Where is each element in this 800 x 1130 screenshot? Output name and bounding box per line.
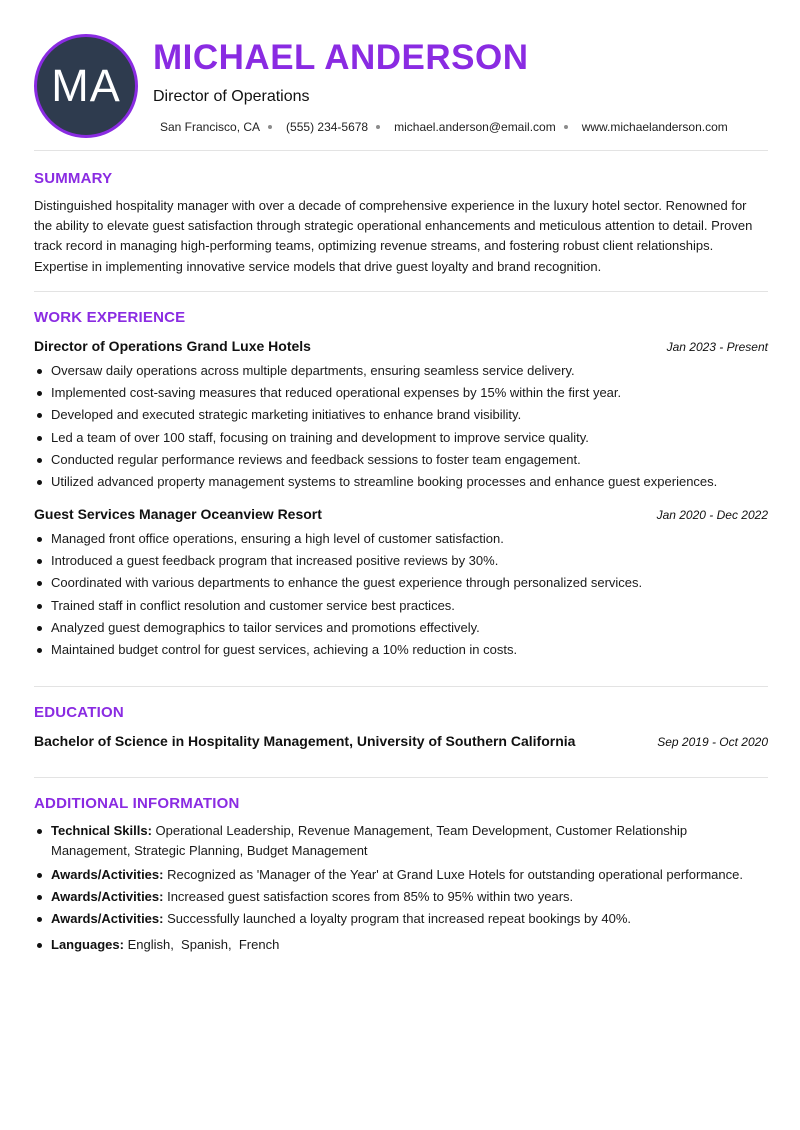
list-item (34, 596, 768, 618)
list-item (34, 472, 768, 494)
section-divider (34, 150, 768, 151)
contact-row (160, 120, 728, 134)
item-label: Technical Skills: (51, 823, 152, 838)
summary-text: Distinguished hospitality manager with over a decade of comprehensive experience in the luxury hotel sector. Renowned for the ability to elevate guest satisfaction through strategic operational enhancements and meticulous attention to detail. Proven track record in managing high-performing teams, optimizing revenue streams, and fostering robust client relationships. Expertise in implementing innovative service models that drive guest loyalty and brand recognition. (34, 198, 753, 274)
bullet-text: Maintained budget control for guest services, achieving a 10% reduction in costs. (51, 641, 518, 657)
separator-dot-icon (376, 125, 380, 129)
bullet-text: Analyzed guest demographics to tailor services and promotions effectively. (51, 619, 480, 635)
list-item (34, 361, 768, 383)
job-bullets (34, 361, 768, 494)
bullet-text: Coordinated with various departments to enhance the guest experience through personalized services. (51, 575, 643, 591)
bullet-text: Conducted regular performance reviews and feedback sessions to foster team engagement. (51, 451, 581, 467)
item-text: Successfully launched a loyalty program that increased repeat bookings by 40%. (163, 911, 632, 926)
item-text: English, Spanish, French (123, 937, 280, 952)
contact-website[interactable]: www.michaelanderson.com (581, 120, 728, 134)
bullet-icon (37, 895, 42, 900)
contact-email[interactable]: michael.anderson@email.com (394, 120, 556, 134)
list-item (34, 887, 768, 907)
bullet-text: Oversaw daily operations across multiple departments, ensuring seamless service delivery. (51, 363, 575, 378)
item-label: Awards/Activities: (51, 911, 164, 926)
separator-dot-icon (268, 125, 272, 129)
separator-dot-icon (564, 125, 568, 129)
bullet-text: Introduced a guest feedback program that increased positive reviews by 30%. (51, 553, 499, 569)
bullet-icon (37, 458, 42, 463)
bullet-icon (37, 413, 42, 418)
list-item (34, 573, 768, 595)
job-date: Jan 2020 - Dec 2022 (656, 508, 768, 522)
bullet-text: Led a team of over 100 staff, focusing on training and development to improve service quality. (51, 429, 589, 445)
list-item (34, 450, 768, 472)
bullet-icon (37, 917, 42, 922)
education-entry (34, 733, 768, 749)
item-text: Recognized as 'Manager of the Year' at Grand Luxe Hotels for outstanding operational performance. (163, 867, 743, 882)
bullet-icon (37, 436, 42, 441)
bullet-icon (37, 943, 42, 948)
list-item (34, 618, 768, 640)
bullet-icon (37, 873, 42, 878)
list-item (34, 640, 768, 662)
contact-location: San Francisco, CA (160, 120, 261, 134)
item-label: Awards/Activities: (51, 867, 164, 882)
bullet-icon (37, 369, 42, 374)
list-item (34, 909, 768, 929)
education-date: Sep 2019 - Oct 2020 (657, 735, 768, 749)
list-item (34, 529, 768, 551)
job-header (34, 338, 768, 354)
bullet-text: Managed front office operations, ensuring a high level of customer satisfaction. (51, 531, 504, 546)
list-item (34, 551, 768, 573)
avatar: MA (34, 34, 138, 138)
bullet-icon (37, 559, 42, 564)
bullet-text: Trained staff in conflict resolution and customer service best practices. (51, 597, 455, 613)
item-label: Awards/Activities: (51, 889, 164, 904)
list-item (34, 428, 768, 450)
bullet-icon (37, 604, 42, 609)
job-header (34, 506, 768, 522)
bullet-icon (37, 581, 42, 586)
bullet-text: Developed and executed strategic marketing initiatives to enhance brand visibility. (51, 407, 522, 423)
job-date: Jan 2023 - Present (666, 340, 768, 354)
job-title: Director of Operations Grand Luxe Hotels (34, 338, 311, 354)
summary-heading: SUMMARY (34, 170, 113, 187)
bullet-icon (37, 829, 42, 834)
item-text: Operational Leadership, Revenue Management, Team Development, Customer Relationship Management, Strategic Planning, Budget Management (51, 823, 688, 858)
item-text: Increased guest satisfaction scores from 85% to 95% within two years. (163, 889, 574, 904)
contact-phone: (555) 234-5678 (286, 120, 369, 134)
candidate-name: MICHAEL ANDERSON (153, 38, 529, 77)
bullet-icon (37, 480, 42, 485)
bullet-icon (37, 626, 42, 631)
bullet-icon (37, 648, 42, 653)
item-label: Languages: (51, 937, 124, 952)
bullet-icon (37, 391, 42, 396)
section-divider (34, 777, 768, 778)
bullet-text: Utilized advanced property management systems to streamline booking processes and enhance guest experiences. (51, 473, 718, 489)
section-divider (34, 291, 768, 292)
candidate-title: Director of Operations (153, 88, 310, 105)
bullet-icon (37, 537, 42, 542)
additional-heading: ADDITIONAL INFORMATION (34, 795, 240, 812)
job-bullets (34, 529, 768, 662)
list-item (34, 383, 768, 405)
resume-header (34, 34, 768, 138)
bullet-text: Implemented cost-saving measures that reduced operational expenses by 15% within the first year. (51, 385, 622, 401)
education-heading: EDUCATION (34, 704, 124, 721)
list-item (34, 865, 768, 885)
education-degree: Bachelor of Science in Hospitality Management, University of Southern California (34, 733, 576, 749)
experience-heading: WORK EXPERIENCE (34, 309, 186, 326)
list-item (34, 821, 768, 860)
list-item (34, 405, 768, 427)
list-item (34, 935, 768, 955)
job-title: Guest Services Manager Oceanview Resort (34, 506, 322, 522)
section-divider (34, 686, 768, 687)
